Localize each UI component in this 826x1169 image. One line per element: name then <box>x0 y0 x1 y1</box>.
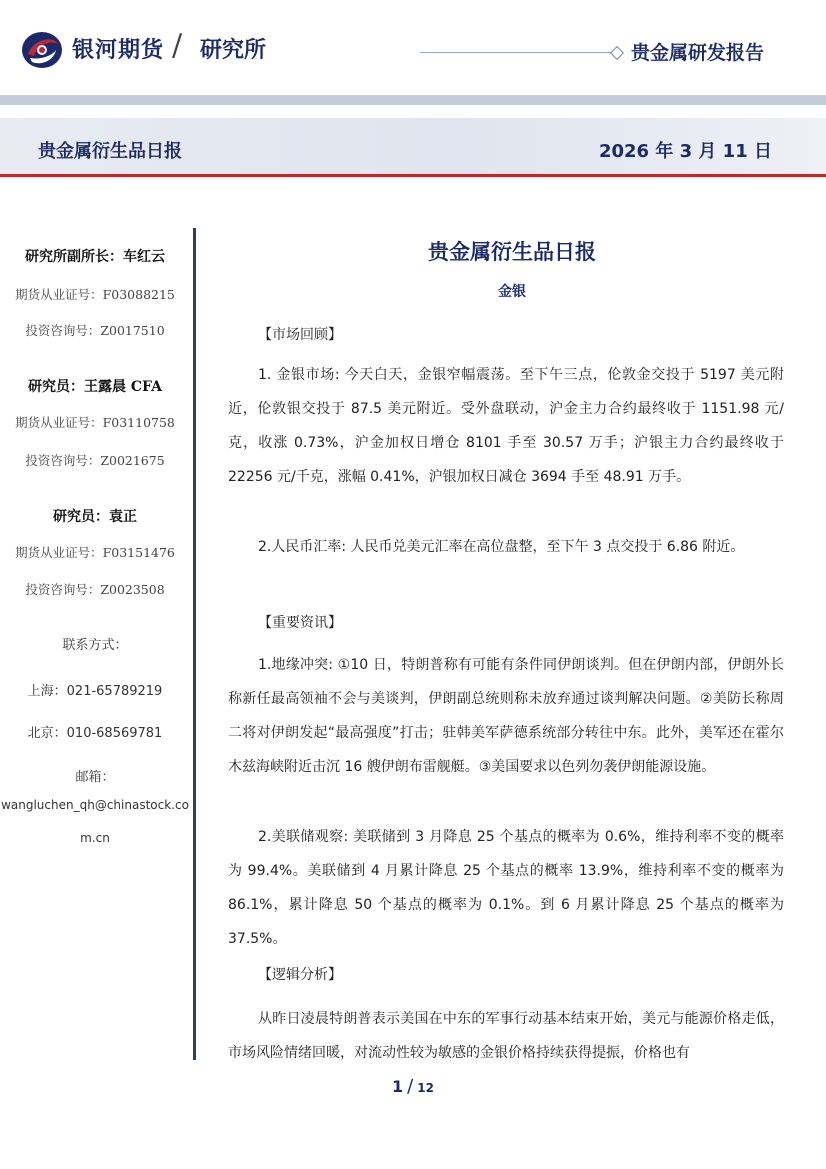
diamond-icon <box>610 46 624 60</box>
email-line-1: wangluchen_qh@chinastock.co <box>1 798 189 812</box>
paragraph-rmb-rate: 2.人民币汇率: 人民币兑美元汇率在高位盘整，至下午 3 点交投于 6.86 附近。 <box>258 539 745 555</box>
paragraph-fed-watch: 2.美联储观察: 美联储到 3 月降息 25 个基点的概率为 0.6%，维持利率不变的概率为 99.4%。美联储到 4 月累计降息 25 个基点的概率 13.9%，维持利率不变的概率为 86.1%，累计降息 50 个基点的概率为 0.1%。到 6 月累计降息 25 个基点的概率为 37.5%。 <box>228 829 784 947</box>
analyst-1-license: 期货从业证号：F03088215 <box>15 287 175 302</box>
analyst-1-name: 研究所副所长：车红云 <box>25 249 165 265</box>
section-logic: 【逻辑分析】 <box>258 967 342 983</box>
total-pages: 12 <box>417 1081 434 1095</box>
section-market-review: 【市场回顾】 <box>258 327 342 343</box>
analyst-3-name: 研究员：袁正 <box>53 509 137 525</box>
analyst-2-consult: 投资咨询号：Z0021675 <box>25 453 165 468</box>
document-title: 贵金属衍生品日报 <box>428 240 596 264</box>
paragraph-metals-market: 1. 金银市场: 今天白天，金银窄幅震荡。至下午三点，伦敦金交投于 5197 美元附近，伦敦银交投于 87.5 美元附近。受外盘联动，沪金主力合约最终收于 1151.98 元/克，收涨 0.73%，沪金加权日增仓 8101 手至 30.57 万手；沪银主力合约最终收于 22256 元/千克，涨幅 0.41%，沪银加权日减仓 3694 手至 48.91 万手。 <box>228 367 784 485</box>
brand-name: 银河期货 <box>72 38 165 63</box>
analyst-1-consult: 投资咨询号：Z0017510 <box>25 323 165 338</box>
page-header <box>0 0 826 95</box>
analyst-2-name: 研究员：王露晨 CFA <box>28 379 162 395</box>
page-number <box>0 1076 826 1097</box>
analyst-3-license: 期货从业证号：F03151476 <box>15 545 175 560</box>
email-line-2: m.cn <box>80 831 110 845</box>
institute-name: 研究所 <box>200 38 267 63</box>
contact-shanghai: 上海：021-65789219 <box>27 684 163 699</box>
report-date: 2026 年 3 月 11 日 <box>598 141 772 162</box>
header-stripe <box>0 95 826 105</box>
page-separator: / <box>407 1076 414 1097</box>
band-title: 贵金属衍生品日报 <box>38 141 182 162</box>
paragraph-logic-analysis: 从昨日凌晨特朗普表示美国在中东的军事行动基本结束开始，美元与能源价格走低，市场风险情绪回暖，对流动性较为敏感的金银价格持续获得提振，价格也有 <box>228 1011 784 1061</box>
galaxy-futures-logo-icon <box>20 30 64 70</box>
title-band-red-rule <box>0 174 826 177</box>
contact-label: 联系方式： <box>62 638 128 653</box>
section-news: 【重要资讯】 <box>258 615 342 631</box>
contact-beijing: 北京：010-68569781 <box>27 726 163 741</box>
analyst-3-consult: 投资咨询号：Z0023508 <box>25 582 165 597</box>
paragraph-geopolitics: 1.地缘冲突: ①10 日，特朗普称有可能有条件同伊朗谈判。但在伊朗内部，伊朗外长称新任最高领袖不会与美谈判，伊朗副总统则称未放弃通过谈判解决问题。②美防长称周二将对伊朗发起“最高强度”打击；驻韩美军萨德系统部分转往中东。此外，美军还在霍尔木兹海峡附近击沉 16 艘伊朗布雷舰艇。③美国要求以色列勿袭伊朗能源设施。 <box>228 657 784 775</box>
header-rule <box>420 52 616 53</box>
current-page: 1 <box>392 1077 404 1096</box>
report-type: 贵金属研发报告 <box>630 42 764 64</box>
analyst-2-license: 期货从业证号：F03110758 <box>15 415 175 430</box>
header-separator: / <box>172 28 183 63</box>
sidebar-divider <box>193 228 196 1060</box>
email-label: 邮箱： <box>75 770 115 785</box>
document-subtitle: 金银 <box>498 284 526 300</box>
